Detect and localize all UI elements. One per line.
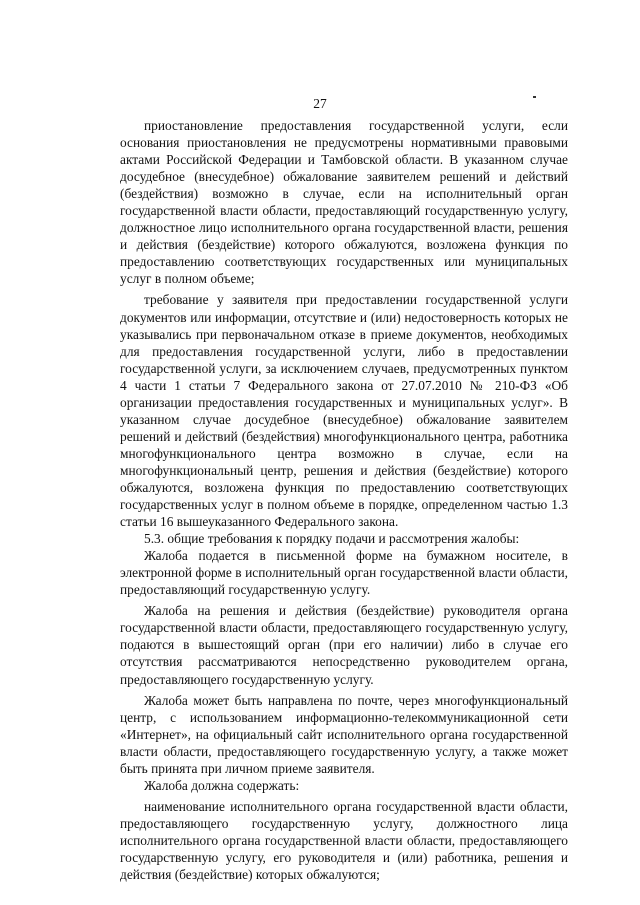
paragraph-organ-name: наименование исполнительного органа государственной власти области, предоставляющего государственную услугу, должностного лица исполнительного органа государственной власти области, предоставляющего государственную услугу, его руководителя и (или) работника, решения и действия (бездействие) которых обжалуются; [120, 798, 568, 883]
paragraph-complaint-contents: Жалоба должна содержать: [144, 777, 300, 793]
paragraph-complaint-head: Жалоба на решения и действия (бездействие) руководителя органа государственной власти области, предоставляющего государственную услугу, подаются в вышестоящий орган (при его наличии) либо в случае его отсутствия рассматриваются непосредственно руководителем органа, предоставляющего государственную услугу. [120, 603, 568, 687]
paragraph-section-5-3: 5.3. общие требования к порядку подачи и рассмотрения жалобы: [144, 531, 520, 547]
scan-speck [533, 96, 536, 98]
page-number: 27 [313, 96, 327, 111]
paragraph-complaint-delivery: Жалоба может быть направлена по почте, через многофункциональный центр, с использованием информационно-телекоммуникационной сети «Интернет», на официальный сайт исполнительного органа государственной власти области, предоставляющего государственную услугу, а также может быть принята при личном приеме заявителя. [120, 692, 568, 776]
paragraph-suspension: приостановление предоставления государственной услуги, если основания приостановления не предусмотрены нормативными правовыми актами Российской Федерации и Тамбовской области. В указанном случае досудебное (внесудебное) обжалование заявителем решений и действий (бездействия) возможно в случае, если на исполнительный орган государственной власти области, предоставляющий государственную услугу, должностное лицо исполнительного органа государственной власти, решения и действия (бездействие) которого обжалуются, возложена функция по предоставлению соответствующих государственных или муниципальных услуг в полном объеме; [120, 118, 568, 287]
paragraph-complaint-form: Жалоба подается в письменной форме на бумажном носителе, в электронной форме в исполнительный орган государственной власти области, предоставляющий государственную услугу. [120, 548, 568, 598]
document-body [120, 117, 568, 883]
paragraph-document-requirement: требование у заявителя при предоставлении государственной услуги документов или информации, отсутствие и (или) недостоверность которых не указывались при первоначальном отказе в приеме документов, необходимых для предоставления государственной услуги, либо в предоставлении государственной услуги, за исключением случаев, предусмотренных пунктом 4 части 1 статьи 7 Федерального закона от 27.07.2010 № 210-ФЗ «Об организации предоставления государственных и муниципальных услуг». В указанном случае досудебное (внесудебное) обжалование заявителем решений и действий (бездействия) многофункционального центра, работника многофункционального центра возможно в случае, если на многофункциональный центр, решения и действия (бездействие) которого обжалуются, возложена функция по предоставлению соответствующих государственных услуг в полном объеме в порядке, определенном частью 1.3 статьи 16 вышеуказанного Федерального закона. [120, 292, 568, 530]
